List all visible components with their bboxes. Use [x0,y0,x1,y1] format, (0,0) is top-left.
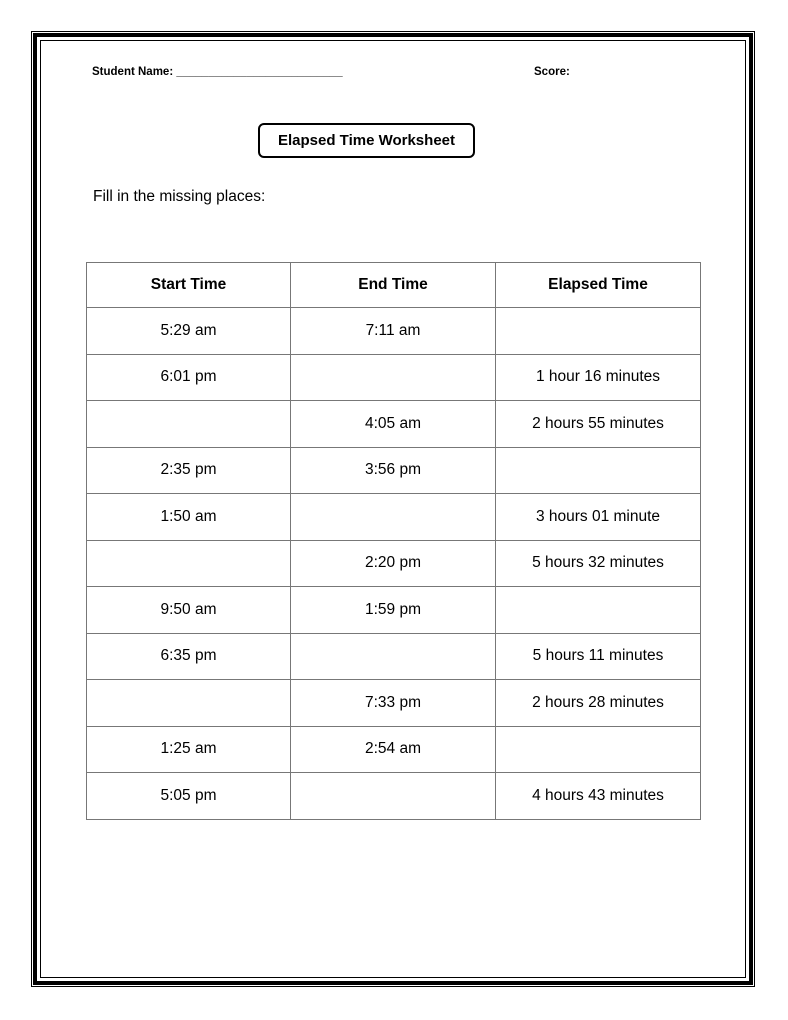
table-row [87,308,701,355]
table-row [87,540,701,587]
table-row [87,354,701,401]
start-time-cell: 1:50 am [87,494,291,541]
table-row [87,494,701,541]
start-time-cell [87,401,291,448]
start-time-cell: 6:35 pm [87,633,291,680]
elapsed-time-cell: 5 hours 11 minutes [496,633,701,680]
elapsed-time-table [86,262,701,820]
worksheet-title [258,123,475,158]
start-time-cell [87,680,291,727]
end-time-cell: 2:54 am [291,726,496,773]
end-time-cell [291,494,496,541]
elapsed-time-cell [496,308,701,355]
start-time-cell: 9:50 am [87,587,291,634]
elapsed-time-cell: 3 hours 01 minute [496,494,701,541]
table-row [87,633,701,680]
end-time-cell: 7:33 pm [291,680,496,727]
start-time-cell: 5:29 am [87,308,291,355]
end-time-cell [291,354,496,401]
header-start-time: Start Time [87,263,291,308]
elapsed-time-cell [496,587,701,634]
start-time-cell: 1:25 am [87,726,291,773]
start-time-cell [87,540,291,587]
elapsed-time-cell: 4 hours 43 minutes [496,773,701,820]
start-time-cell: 6:01 pm [87,354,291,401]
end-time-cell: 2:20 pm [291,540,496,587]
end-time-cell: 3:56 pm [291,447,496,494]
table-row [87,680,701,727]
start-time-cell: 2:35 pm [87,447,291,494]
end-time-cell: 1:59 pm [291,587,496,634]
student-name-label: Student Name: __________________________ [92,66,343,78]
score-label: Score: [534,66,570,78]
end-time-cell: 4:05 am [291,401,496,448]
start-time-cell: 5:05 pm [87,773,291,820]
end-time-cell: 7:11 am [291,308,496,355]
elapsed-time-cell: 2 hours 55 minutes [496,401,701,448]
table-header-row [87,263,701,308]
table-row [87,447,701,494]
table-row [87,587,701,634]
instructions: Fill in the missing places: [93,188,266,205]
end-time-cell [291,773,496,820]
header-end-time: End Time [291,263,496,308]
elapsed-time-cell: 1 hour 16 minutes [496,354,701,401]
worksheet-title-text: Elapsed Time Worksheet [277,132,455,149]
header-elapsed-time: Elapsed Time [496,263,701,308]
elapsed-time-cell [496,726,701,773]
table-row [87,401,701,448]
end-time-cell [291,633,496,680]
elapsed-time-cell [496,447,701,494]
elapsed-time-cell: 5 hours 32 minutes [496,540,701,587]
elapsed-time-cell: 2 hours 28 minutes [496,680,701,727]
table-row [87,773,701,820]
table-row [87,726,701,773]
